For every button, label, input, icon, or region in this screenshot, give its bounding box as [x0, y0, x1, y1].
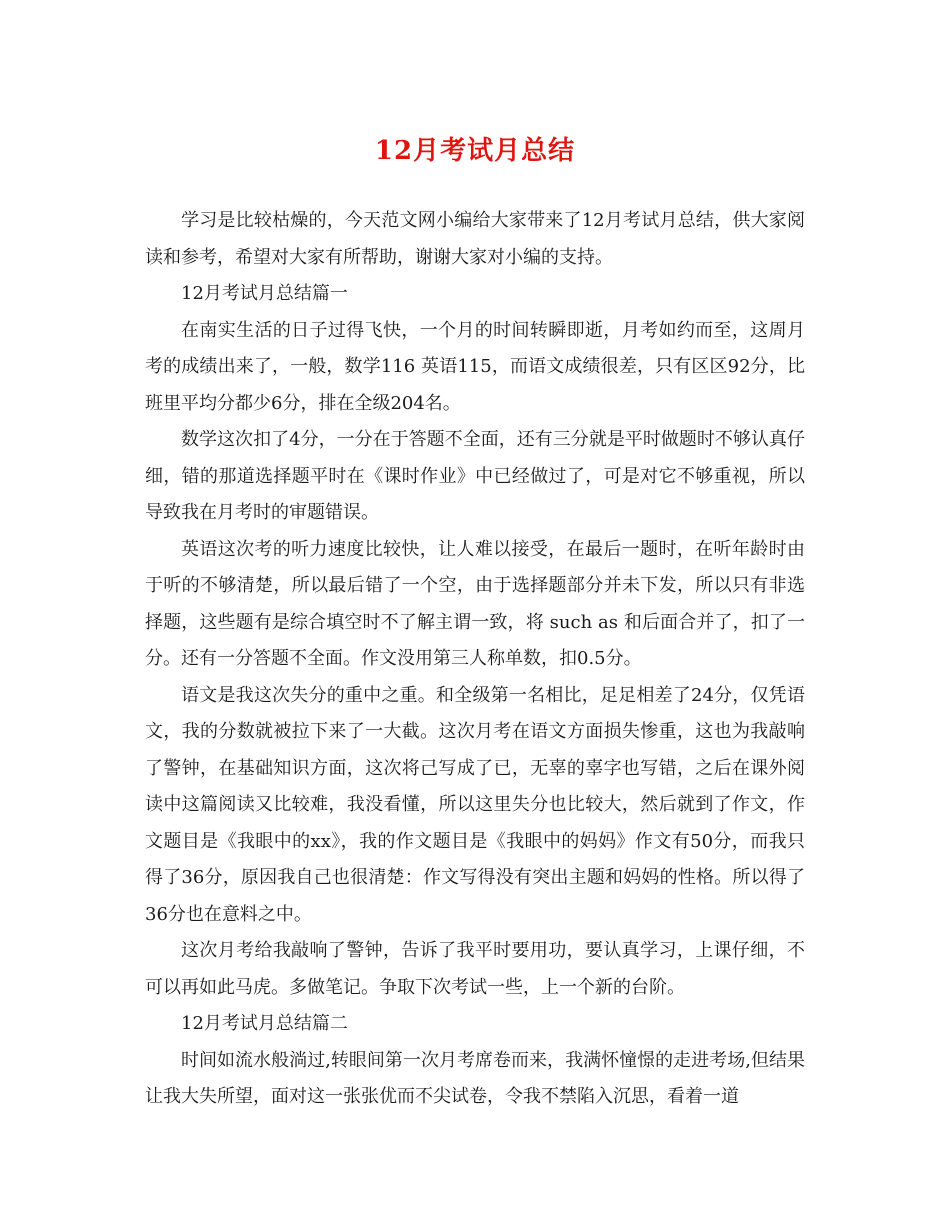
intro-paragraph: 学习是比较枯燥的，今天范文网小编给大家带来了12月考试月总结，供大家阅读和参考，希望对大家有所帮助，谢谢大家对小编的支持。: [145, 210, 805, 268]
body-paragraph: 时间如流水般淌过,转眼间第一次月考席卷而来，我满怀憧憬的走进考场,但结果让我大失所望，面对这一张张优而不尖试卷，令我不禁陷入沉思，看着一道: [145, 1049, 805, 1107]
body-paragraph: 在南实生活的日子过得飞快，一个月的时间转瞬即逝，月考如约而至，这周月考的成绩出来了，一般，数学116 英语115，而语文成绩很差，只有区区92分，比班里平均分都少6分，排在全级204名。: [145, 319, 805, 414]
body-paragraph: 数学这次扣了4分，一分在于答题不全面，还有三分就是平时做题时不够认真仔细，错的那道选择题平时在《课时作业》中已经做过了，可是对它不够重视，所以导致我在月考时的审题错误。: [145, 429, 805, 523]
body-paragraph: 语文是我这次失分的重中之重。和全级第一名相比，足足相差了24分，仅凭语文，我的分数就被拉下来了一大截。这次月考在语文方面损失惨重，这也为我敲响了警钟，在基础知识方面，这次将己写成了已，无辜的辜字也写错，之后在课外阅读中这篇阅读又比较难，我没看懂，所以这里失分也比较大，然后就到了作文，作文题目是《我眼中的xx》，我的作文题目是《我眼中的妈妈》作文有50分，而我只得了36分，原因我自己也很清楚：作文写得没有突出主题和妈妈的性格。所以得了36分也在意料之中。: [145, 684, 805, 925]
document-body: [145, 203, 805, 1116]
section-heading-2: 12月考试月总结篇二: [181, 1013, 348, 1034]
body-paragraph: 英语这次考的听力速度比较快，让人难以接受，在最后一题时，在听年龄时由于听的不够清楚，所以最后错了一个空，由于选择题部分并未下发，所以只有非选择题，这些题有是综合填空时不了解主谓一致，将 such as 和后面合并了，扣了一分。还有一分答题不全面。作文没用第三人称单数，扣0.5分。: [145, 538, 805, 669]
document-title: 12月考试月总结: [374, 136, 576, 166]
section-heading-1: 12月考试月总结篇一: [181, 283, 348, 304]
body-paragraph: 这次月考给我敲响了警钟，告诉了我平时要用功，要认真学习，上课仔细，不可以再如此马虎。多做笔记。争取下次考试一些，上一个新的台阶。: [145, 940, 805, 998]
